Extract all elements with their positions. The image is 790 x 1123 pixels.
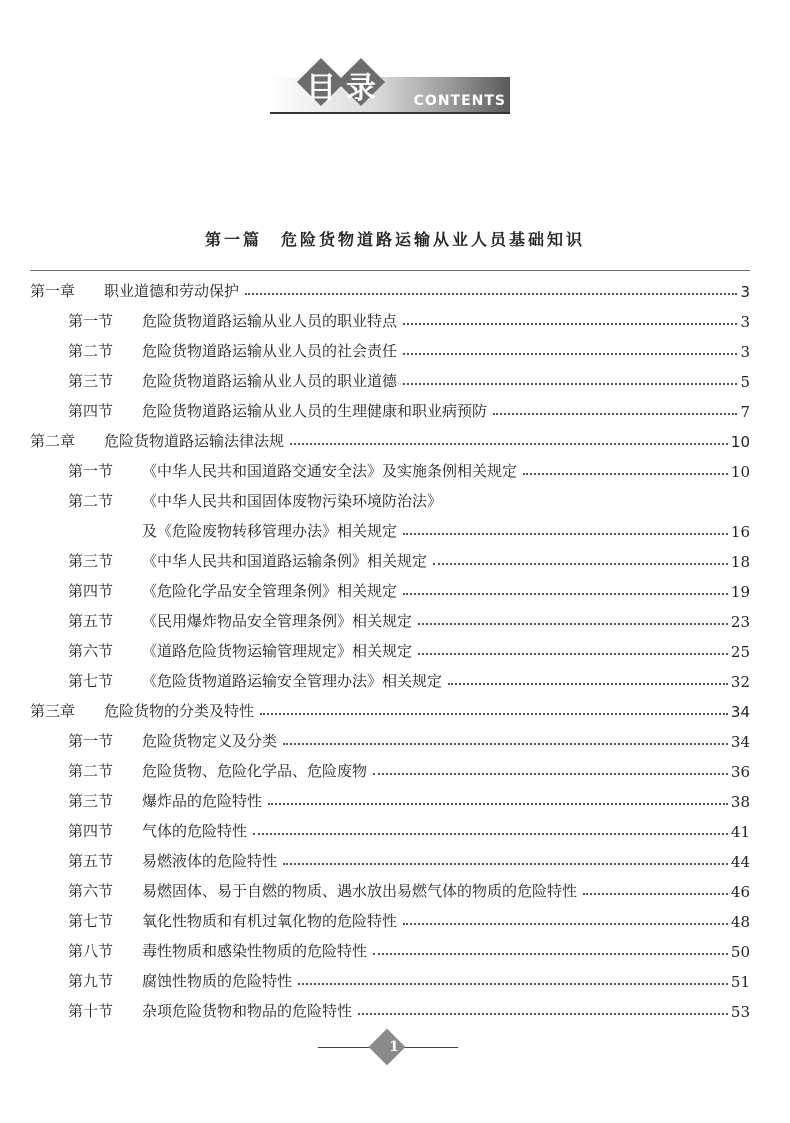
toc-page-number: 3 bbox=[740, 343, 750, 361]
toc-section-row bbox=[30, 361, 750, 391]
toc-number: 第三节 bbox=[68, 792, 114, 810]
toc-page-number: 36 bbox=[730, 763, 750, 781]
dot-leader bbox=[418, 623, 728, 625]
toc-section-row bbox=[30, 991, 750, 1021]
toc-title: 气体的危险特性 bbox=[142, 822, 248, 840]
toc-section-row bbox=[30, 331, 750, 361]
toc-section-row bbox=[30, 751, 750, 781]
page-number: 1 bbox=[389, 1039, 399, 1055]
toc-number: 第二章 bbox=[30, 432, 76, 450]
toc-number: 第七节 bbox=[68, 672, 114, 690]
toc-title: 危险货物的分类及特性 bbox=[104, 702, 255, 720]
toc-section-row bbox=[30, 451, 750, 481]
toc-section-row bbox=[30, 631, 750, 661]
dot-leader bbox=[403, 323, 737, 325]
toc-title: 及《危险废物转移管理办法》相关规定 bbox=[142, 522, 398, 540]
toc-title: 危险货物道路运输从业人员的职业道德 bbox=[142, 372, 398, 390]
toc-number: 第三节 bbox=[68, 372, 114, 390]
toc-section-row bbox=[30, 511, 750, 541]
dot-leader bbox=[268, 803, 728, 805]
toc-title: 易燃液体的危险特性 bbox=[142, 852, 278, 870]
toc-number: 第四节 bbox=[68, 402, 114, 420]
toc-page-number: 18 bbox=[730, 553, 750, 571]
toc-number: 第二节 bbox=[68, 762, 114, 780]
toc-number: 第三节 bbox=[68, 552, 114, 570]
toc-title: 《民用爆炸物品安全管理条例》相关规定 bbox=[142, 612, 413, 630]
toc-section-row bbox=[30, 541, 750, 571]
toc-number: 第九节 bbox=[68, 972, 114, 990]
toc-section-row bbox=[30, 301, 750, 331]
toc-number: 第二节 bbox=[68, 342, 114, 360]
toc-title: 《中华人民共和国道路交通安全法》及实施条例相关规定 bbox=[142, 462, 518, 480]
toc-page-number: 10 bbox=[730, 463, 750, 481]
toc-title: 职业道德和劳动保护 bbox=[104, 282, 240, 300]
dot-leader bbox=[298, 983, 728, 985]
dot-leader bbox=[403, 353, 737, 355]
dot-leader bbox=[403, 923, 728, 925]
toc-page-number: 48 bbox=[730, 913, 750, 931]
toc-page-number: 41 bbox=[730, 823, 750, 841]
toc-page-number: 10 bbox=[730, 433, 750, 451]
toc-section-row bbox=[30, 481, 750, 511]
toc-page-number: 7 bbox=[740, 403, 750, 421]
dot-leader bbox=[523, 473, 728, 475]
toc-section-row bbox=[30, 721, 750, 751]
toc-page-number: 44 bbox=[730, 853, 750, 871]
toc-number: 第十节 bbox=[68, 1002, 114, 1020]
dot-leader bbox=[283, 743, 728, 745]
table-of-contents bbox=[30, 270, 750, 1021]
toc-number: 第一节 bbox=[68, 312, 114, 330]
toc-title: 危险货物道路运输从业人员的社会责任 bbox=[142, 342, 398, 360]
toc-number: 第四节 bbox=[68, 822, 114, 840]
heading-char-2: 录 bbox=[346, 71, 376, 106]
part-title: 第一篇 危险货物道路运输从业人员基础知识 bbox=[204, 230, 585, 249]
dot-leader bbox=[245, 293, 737, 295]
toc-number: 第四节 bbox=[68, 582, 114, 600]
toc-title: 《中华人民共和国固体废物污染环境防治法》 bbox=[142, 492, 443, 510]
toc-number: 第六节 bbox=[68, 642, 114, 660]
page-footer bbox=[318, 1030, 458, 1066]
toc-number: 第五节 bbox=[68, 612, 114, 630]
dot-leader bbox=[283, 863, 728, 865]
dot-leader bbox=[493, 413, 737, 415]
toc-page-number: 19 bbox=[730, 583, 750, 601]
toc-section-row bbox=[30, 871, 750, 901]
toc-page-number: 34 bbox=[730, 703, 750, 721]
toc-title: 爆炸品的危险特性 bbox=[142, 792, 263, 810]
toc-title: 杂项危险货物和物品的危险特性 bbox=[142, 1002, 353, 1020]
toc-number: 第一章 bbox=[30, 282, 76, 300]
dot-leader bbox=[373, 953, 728, 955]
toc-title: 《中华人民共和国道路运输条例》相关规定 bbox=[142, 552, 428, 570]
toc-page-number: 53 bbox=[730, 1003, 750, 1021]
toc-page-number: 32 bbox=[730, 673, 750, 691]
toc-section-row bbox=[30, 841, 750, 871]
dot-leader bbox=[418, 653, 728, 655]
dot-leader bbox=[260, 713, 728, 715]
dot-leader bbox=[403, 593, 728, 595]
heading-char-1: 目 bbox=[306, 71, 336, 106]
toc-page-number: 34 bbox=[730, 733, 750, 751]
toc-title: 危险货物、危险化学品、危险废物 bbox=[142, 762, 368, 780]
toc-number: 第七节 bbox=[68, 912, 114, 930]
toc-section-row bbox=[30, 781, 750, 811]
toc-title: 腐蚀性物质的危险特性 bbox=[142, 972, 293, 990]
toc-section-row bbox=[30, 601, 750, 631]
toc-number: 第一节 bbox=[68, 732, 114, 750]
toc-section-row bbox=[30, 961, 750, 991]
toc-page-number: 50 bbox=[730, 943, 750, 961]
dot-leader bbox=[403, 383, 737, 385]
banner-underline bbox=[270, 112, 510, 114]
dot-leader bbox=[373, 773, 728, 775]
toc-page-number: 23 bbox=[730, 613, 750, 631]
toc-chapter-row bbox=[30, 691, 750, 721]
toc-page-number: 16 bbox=[730, 523, 750, 541]
toc-page-number: 38 bbox=[730, 793, 750, 811]
toc-chapter-row bbox=[30, 270, 750, 301]
dot-leader bbox=[358, 1013, 728, 1015]
toc-chapter-row bbox=[30, 421, 750, 451]
toc-page-number: 5 bbox=[740, 373, 750, 391]
toc-title: 《道路危险货物运输管理规定》相关规定 bbox=[142, 642, 413, 660]
toc-page-number: 3 bbox=[740, 283, 750, 301]
toc-number: 第八节 bbox=[68, 942, 114, 960]
dot-leader bbox=[433, 563, 728, 565]
dot-leader bbox=[583, 893, 728, 895]
toc-title: 氧化性物质和有机过氧化物的危险特性 bbox=[142, 912, 398, 930]
toc-page-number: 25 bbox=[730, 643, 750, 661]
toc-section-row bbox=[30, 391, 750, 421]
toc-title: 毒性物质和感染性物质的危险特性 bbox=[142, 942, 368, 960]
contents-banner bbox=[270, 55, 510, 113]
dot-leader bbox=[448, 683, 728, 685]
toc-title: 危险货物道路运输从业人员的生理健康和职业病预防 bbox=[142, 402, 488, 420]
toc-page-number: 3 bbox=[740, 313, 750, 331]
toc-page-number: 46 bbox=[730, 883, 750, 901]
toc-page-number: 51 bbox=[730, 973, 750, 991]
dot-leader bbox=[403, 533, 728, 535]
toc-title: 危险货物道路运输从业人员的职业特点 bbox=[142, 312, 398, 330]
dot-leader bbox=[290, 443, 728, 445]
toc-number: 第三章 bbox=[30, 702, 76, 720]
contents-label: CONTENTS bbox=[413, 93, 506, 109]
toc-section-row bbox=[30, 901, 750, 931]
toc-title: 易燃固体、易于自燃的物质、遇水放出易燃气体的物质的危险特性 bbox=[142, 882, 578, 900]
toc-title: 《危险化学品安全管理条例》相关规定 bbox=[142, 582, 398, 600]
toc-section-row bbox=[30, 931, 750, 961]
toc-number: 第一节 bbox=[68, 462, 114, 480]
toc-number: 第五节 bbox=[68, 852, 114, 870]
toc-section-row bbox=[30, 811, 750, 841]
toc-section-row bbox=[30, 661, 750, 691]
toc-title: 危险货物道路运输法律法规 bbox=[104, 432, 285, 450]
toc-title: 《危险货物道路运输安全管理办法》相关规定 bbox=[142, 672, 443, 690]
toc-title: 危险货物定义及分类 bbox=[142, 732, 278, 750]
toc-number: 第二节 bbox=[68, 492, 114, 510]
toc-number: 第六节 bbox=[68, 882, 114, 900]
dot-leader bbox=[253, 833, 728, 835]
toc-section-row bbox=[30, 571, 750, 601]
